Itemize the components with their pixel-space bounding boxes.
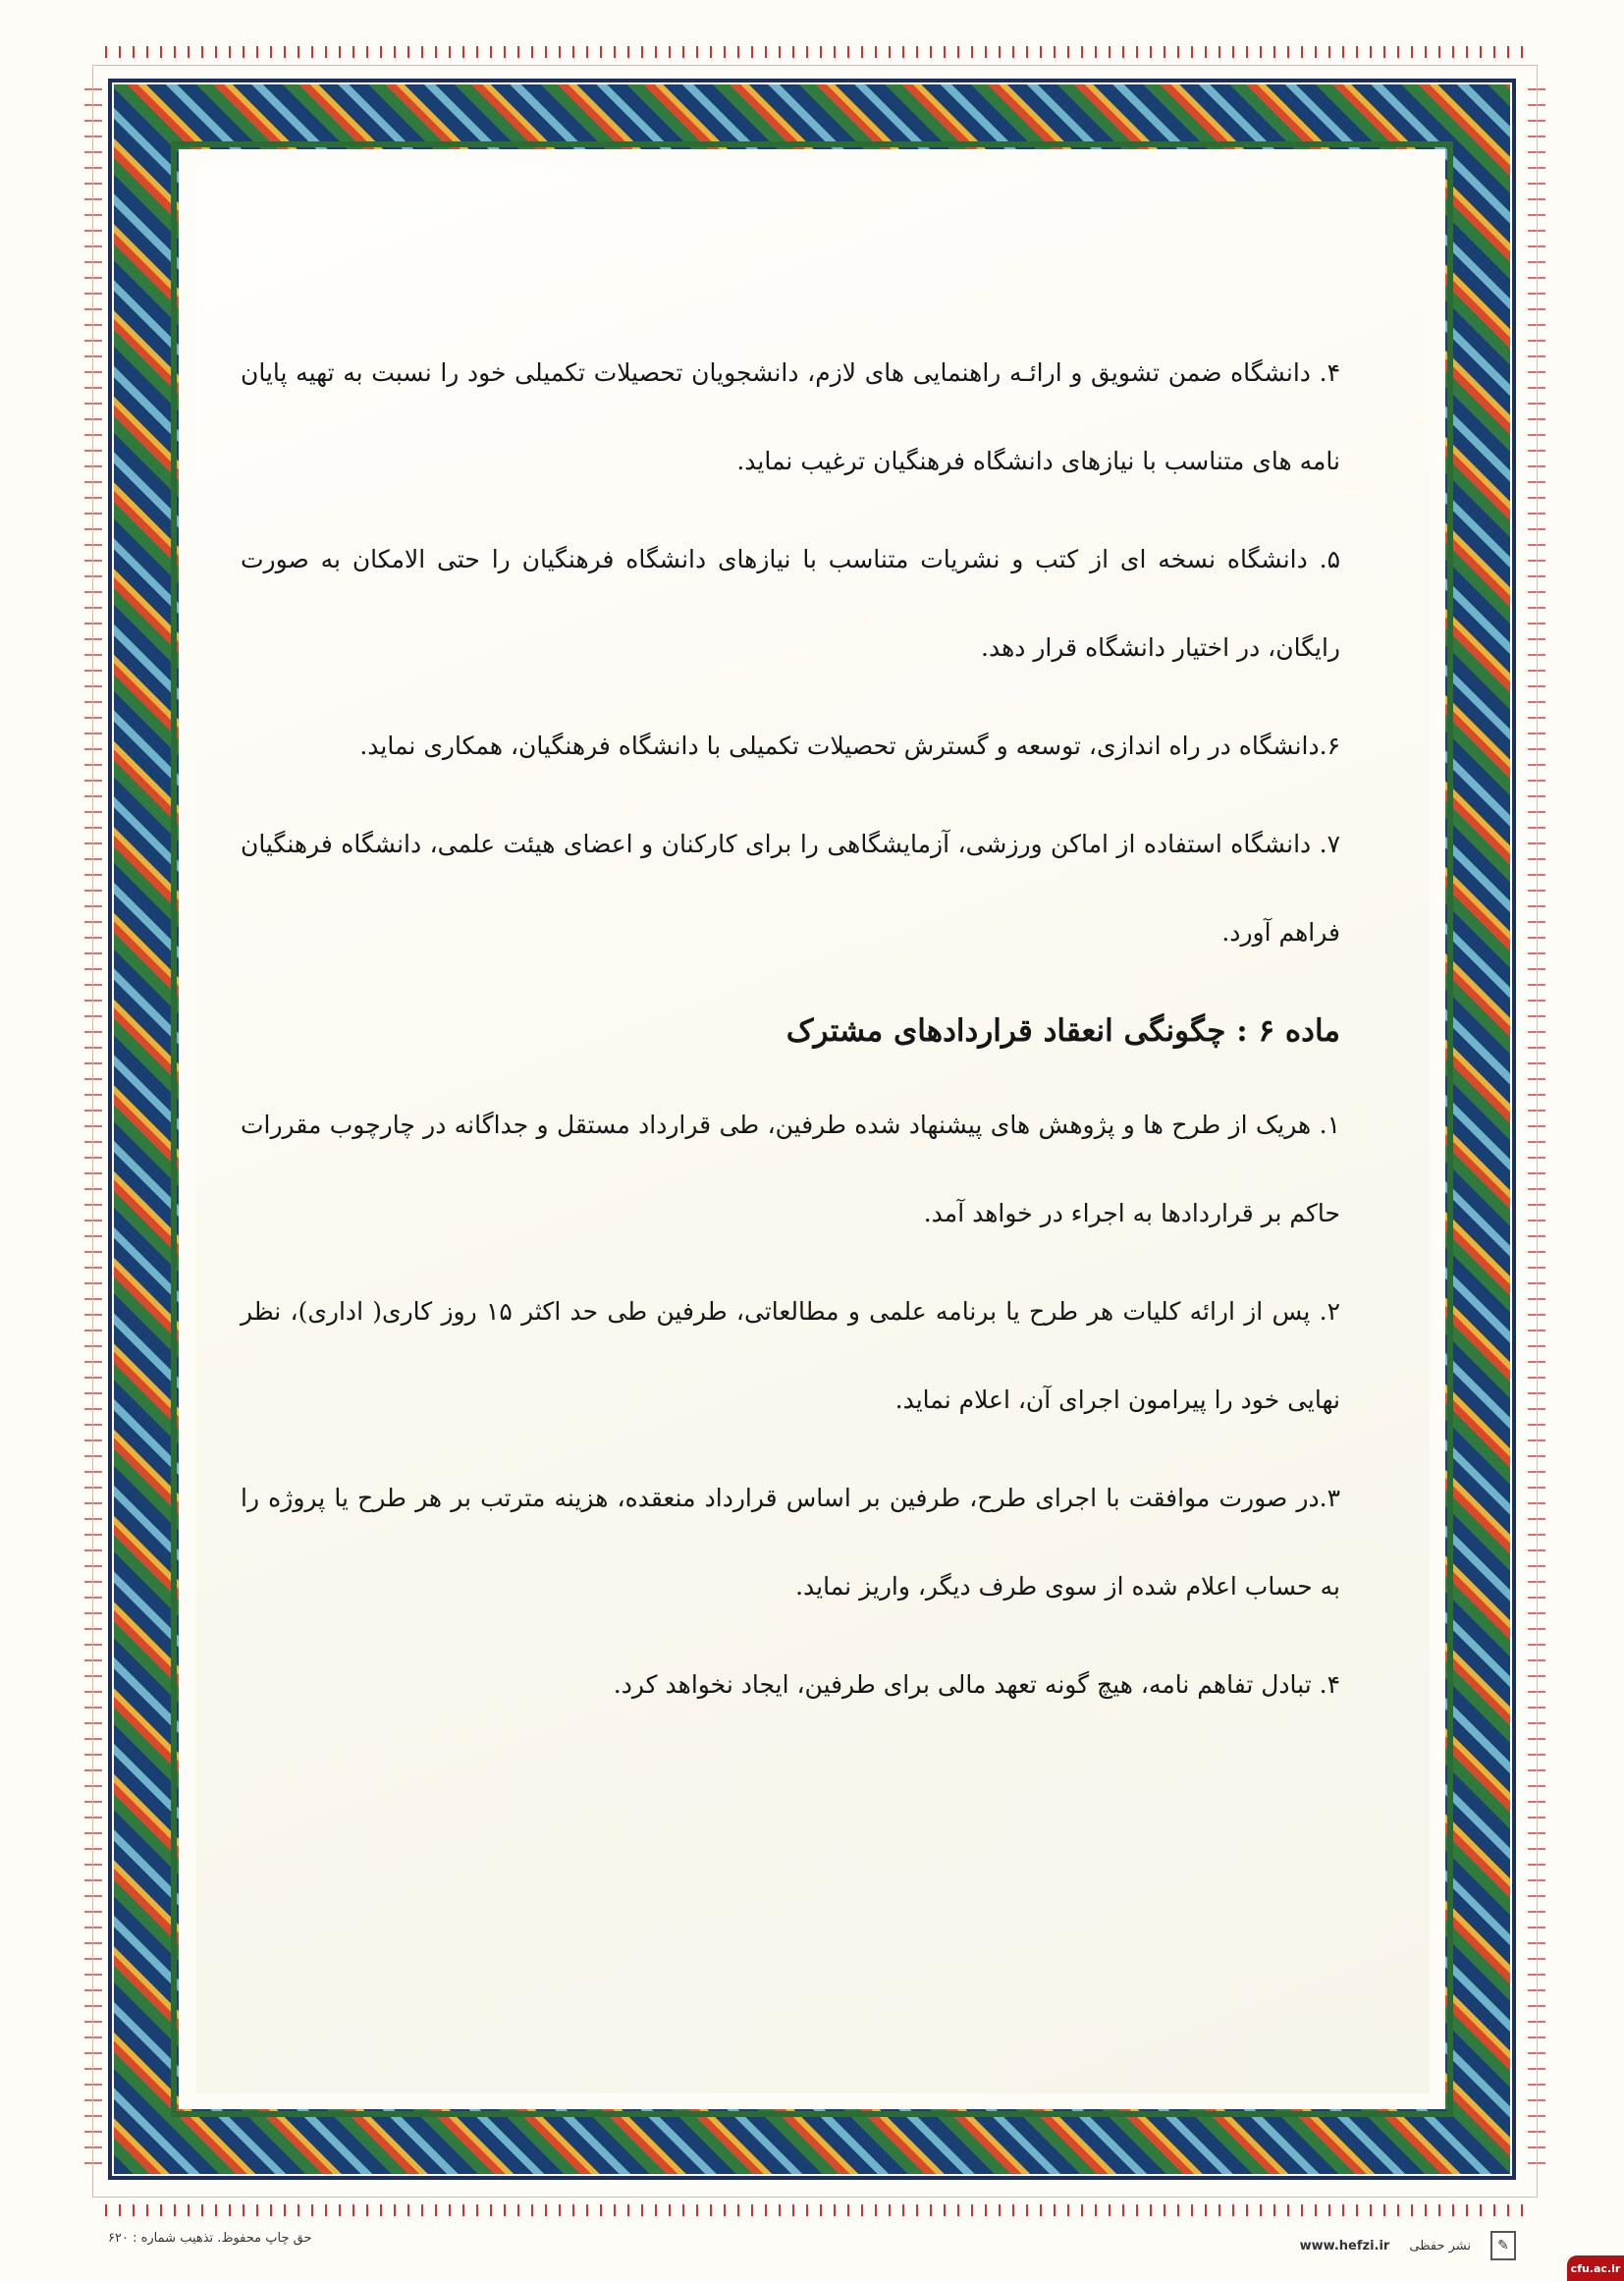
publisher-name: نشر حفظی bbox=[1409, 2238, 1471, 2254]
paragraph-article6-clause-2: ۲. پس از ارائه کلیات هر طرح یا برنامه علمی و مطالعاتی، طرفین طی حد اکثر ۱۵ روز کاری( اداری)، نظر نهایی خود را پیرامون اجرای آن، اعلام نماید. bbox=[241, 1297, 1340, 1414]
copyright-text: حق چاپ محفوظ. تذهیب شماره : ۶۲۰ bbox=[108, 2231, 312, 2246]
paragraph-clause-4: ۴. دانشگاه ضمن تشویق و ارائـه راهنمایی های لازم، دانشجویان تحصیلات تکمیلی خود را نسبت به تهیه پایان نامه های متناسب با نیازهای دانشگاه فرهنگیان ترغیب نماید. bbox=[241, 358, 1340, 475]
paragraph-clause-7: ۷. دانشگاه استفاده از اماکن ورزشی، آزمایشگاهی را برای کارکنان و اعضای هیئت علمی، دانشگاه فرهنگیان فراهم آورد. bbox=[241, 830, 1340, 947]
paragraph-article6-clause-1: ۱. هریک از طرح ها و پژوهش های پیشنهاد شده طرفین، طی قرارداد مستقل و جداگانه در چارچوب مقررات حاکم بر قراردادها به اجراء در خواهد آمد. bbox=[241, 1111, 1340, 1227]
paragraph-article6-clause-4: ۴. تبادل تفاهم نامه، هیچ گونه تعهد مالی برای طرفین، ایجاد نخواهد کرد. bbox=[613, 1670, 1340, 1699]
publisher-info bbox=[1300, 2231, 1516, 2260]
publisher-logo-icon: ✎ bbox=[1490, 2231, 1516, 2260]
page-footer bbox=[108, 2221, 1516, 2260]
website-url: www.hefzi.ir bbox=[1299, 2238, 1390, 2254]
corner-badge: cfu.ac.ir bbox=[1567, 2255, 1624, 2281]
paragraph-article6-clause-3: ۳.در صورت موافقت با اجرای طرح، طرفین بر اساس قرارداد منعقده، هزینه مترتب بر هر طرح یا پروژه را به حساب اعلام شده از سوی طرف دیگر، واریز نماید. bbox=[241, 1484, 1340, 1601]
paragraph-clause-5: ۵. دانشگاه نسخه ای از کتب و نشریات متناسب با نیازهای دانشگاه فرهنگیان را حتی الامکان به صورت رایگان، در اختیار دانشگاه قرار دهد. bbox=[241, 545, 1340, 662]
paragraph-clause-6: ۶.دانشگاه در راه اندازی، توسعه و گسترش تحصیلات تکمیلی با دانشگاه فرهنگیان، همکاری نماید. bbox=[359, 732, 1340, 760]
section-heading-article-6: ماده ۶ : چگونگی انعقاد قراردادهای مشترک bbox=[785, 1013, 1340, 1049]
document-body bbox=[241, 329, 1340, 1739]
